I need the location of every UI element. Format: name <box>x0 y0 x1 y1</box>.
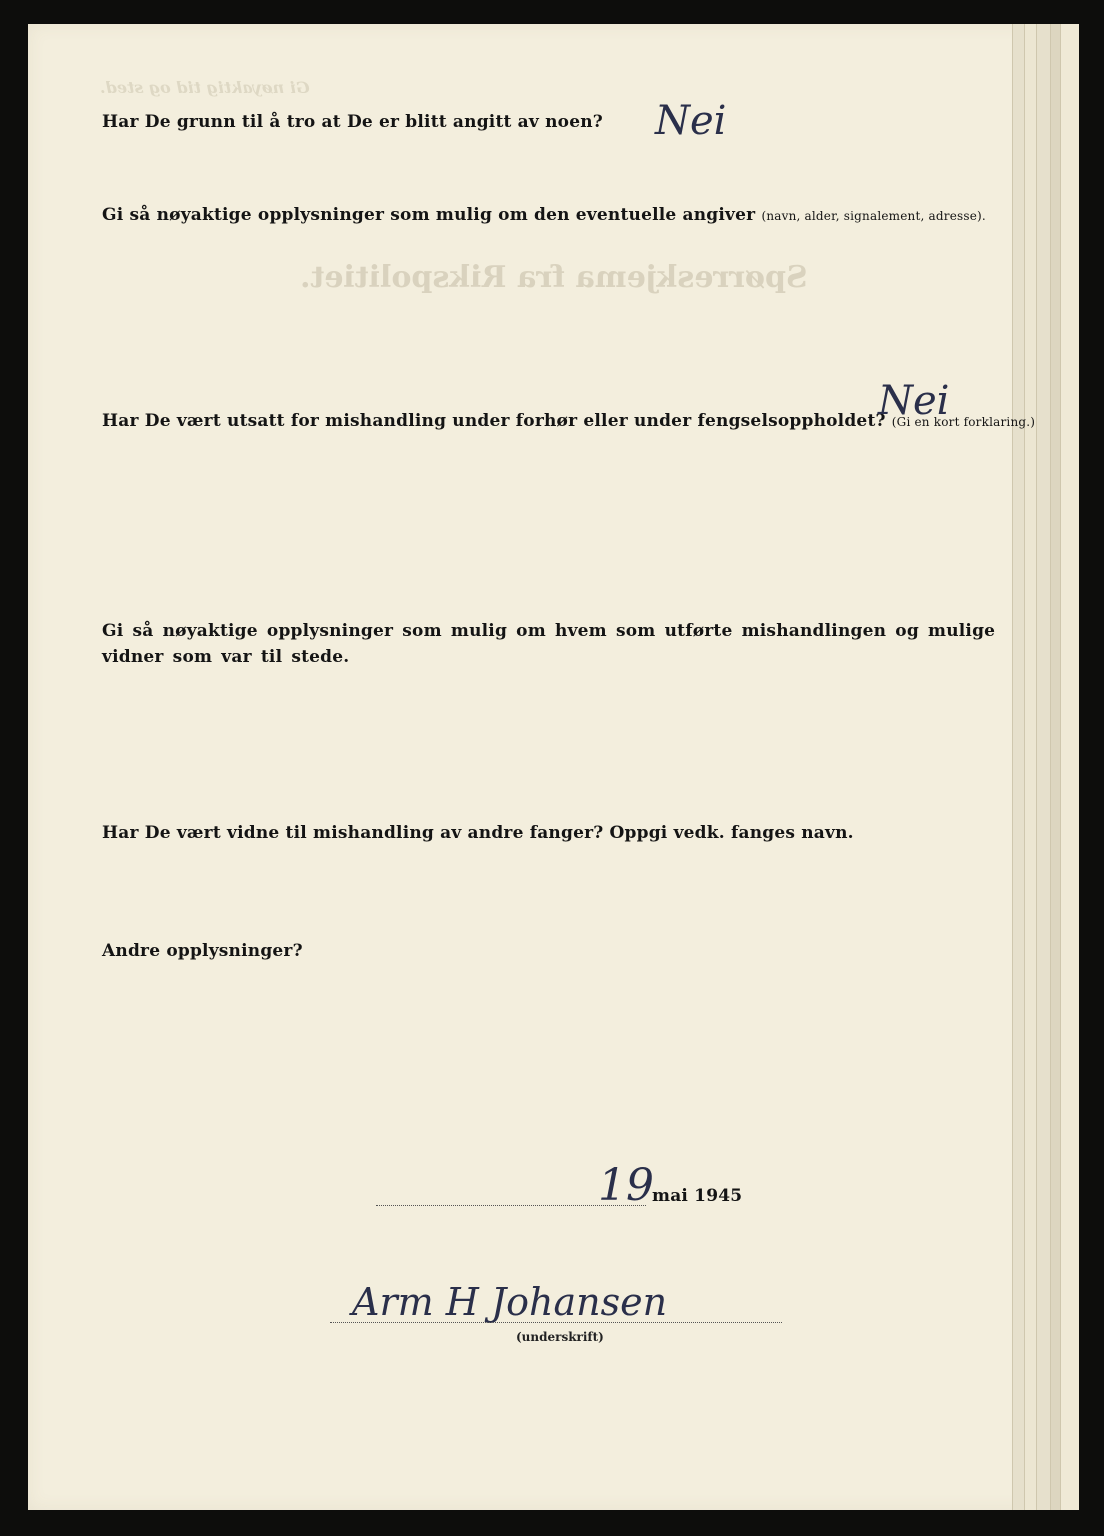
answer-angitt: Nei <box>655 98 727 144</box>
question-mishandling-text: Har De vært utsatt for mishandling under forhør eller under fengselsoppholdet? <box>102 411 886 431</box>
signature-line <box>330 1322 782 1323</box>
question-angitt: Har De grunn til å tro at De er blitt angitt av noen? <box>102 112 603 132</box>
question-angiver-note: (navn, alder, signalement, adresse). <box>761 209 986 223</box>
bleedthrough-note: Gi nøyaktig tid og sted. <box>100 78 310 97</box>
question-utforte: Gi så nøyaktige opplysninger som mulig om hvem som utførte mishandlingen og mulige vidner som var til stede. <box>102 621 996 667</box>
question-angiver <box>102 205 986 225</box>
question-mishandling-note: (Gi en kort forklaring.) <box>891 415 1036 429</box>
date-day: 19 <box>598 1160 654 1211</box>
question-angiver-text: Gi så nøyaktige opplysninger som mulig om den eventuelle angiver <box>102 205 756 225</box>
question-andre: Andre opplysninger? <box>102 941 303 961</box>
question-vidne: Har De vært vidne til mishandling av andre fanger? Oppgi vedk. fanges navn. <box>102 823 854 843</box>
signature: Arm H Johansen <box>352 1280 668 1324</box>
date-month-year: mai 1945 <box>652 1186 743 1206</box>
answer-mishandling: Nei <box>878 378 950 424</box>
page-edge <box>1036 24 1051 1510</box>
signature-label: (underskrift) <box>516 1330 604 1344</box>
bleedthrough-title: Spørreskjema fra Rikspolitiet. <box>300 260 808 295</box>
page-edge <box>1060 24 1079 1510</box>
